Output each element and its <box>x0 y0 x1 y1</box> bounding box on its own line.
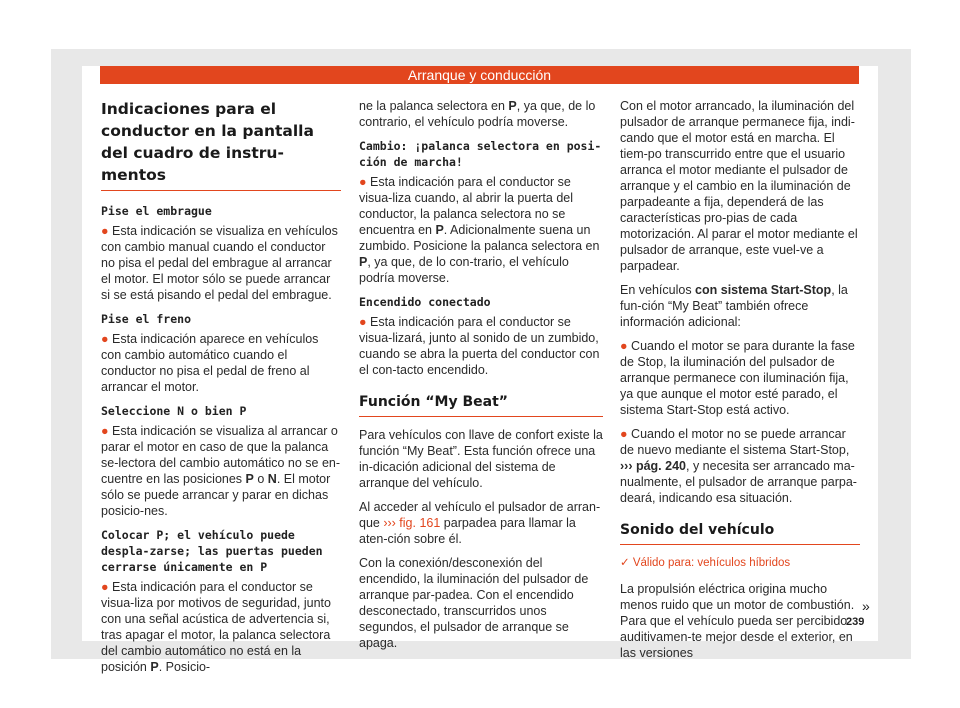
bullet-icon: ● <box>620 427 628 441</box>
section-title: Indicaciones para el conductor en la pantalla del cuadro de instru-mentos <box>101 98 341 191</box>
chapter-header: Arranque y conducción <box>100 66 859 84</box>
bullet-icon: ● <box>359 315 367 329</box>
paragraph: ● Esta indicación se visualiza en vehículos con cambio manual cuando el conductor no pisa el pedal del embrague al arrancar el motor. El motor sólo se puede arrancar si se está pisando el pedal del embrague. <box>101 224 338 302</box>
paragraph: Con la conexión/desconexión del encendido, la iluminación del pulsador de arranque par-padea. Con el encendido desconectado, transcurridos unos segundos, el pulsador de arranque se apaga. <box>359 556 589 650</box>
figure-link[interactable]: ››› fig. 161 <box>383 516 441 530</box>
paragraph: ● Esta indicación para el conductor se visua-liza cuando, al abrir la puerta del conductor, la palanca selectora no se encuentra en P. Adicionalmente suena un zumbido. Posicione la palanca selectora en P, ya que, de lo con-trario, el vehículo podría moverse. <box>359 175 600 285</box>
paragraph: ● Esta indicación aparece en vehículos con cambio automático cuando el conductor no pisa el pedal de freno al arrancar el motor. <box>101 332 319 394</box>
paragraph: En vehículos con sistema Start-Stop, la fun-ción “My Beat” también ofrece información adicional: <box>620 283 848 329</box>
column-3 <box>620 98 860 669</box>
section-title-my-beat: Función “My Beat” <box>359 390 603 417</box>
paragraph: ● Esta indicación para el conductor se visua-lizará, junto al sonido de un zumbido, cuando se abra la puerta del conductor con el con-tacto encendido. <box>359 315 600 377</box>
paragraph: Al acceder al vehículo el pulsador de arran-que ››› fig. 161 parpadea para llamar la aten-ción sobre él. <box>359 500 601 546</box>
message-heading: Pise el freno <box>101 312 192 326</box>
paragraph: Para vehículos con llave de confort existe la función “My Beat”. Esta función ofrece una in-dicación adicional del sistema de arranque del vehículo. <box>359 428 603 490</box>
paragraph: Con el motor arrancado, la iluminación del pulsador de arranque permanece fija, indi-cando que el motor está en marcha. El tiem-po transcurrido entre que el usuario arranca el motor mediante el pulsador de arranque y el cambio en la iluminación de parpadeante a fija, dependerá de las características pro-pias de cada motorización. Al parar el motor mediante el pulsador de arranque, este vuel-ve a parpadear. <box>620 99 858 273</box>
bullet-icon: ● <box>359 175 367 189</box>
section-title-vehicle-sound: Sonido del vehículo <box>620 518 860 545</box>
message-heading: Encendido conectado <box>359 295 491 309</box>
paragraph: ● Esta indicación para el conductor se visua-liza por motivos de seguridad, junto con una señal acústica de advertencia si, tras apagar el motor, la palanca selectora del cambio automático no está en la posición P. Posicio- <box>101 580 331 674</box>
message-heading: Cambio: ¡palanca selectora en posi-ción de marcha! <box>359 139 602 169</box>
page-reference-link[interactable]: ››› pág. 240 <box>620 459 686 473</box>
paragraph: ● Cuando el motor no se puede arrancar de nuevo mediante el sistema Start-Stop, ››› pág. 240, y necesita ser arrancado ma-nualmente, el pulsador de arranque parpa-deará, indicando esa situación. <box>620 427 857 505</box>
page-number: 239 <box>846 616 865 628</box>
message-heading: Seleccione N o bien P <box>101 404 247 418</box>
bullet-icon: ● <box>101 424 109 438</box>
validity-note: ✓ Válido para: vehículos híbridos <box>620 557 791 569</box>
paragraph: La propulsión eléctrica origina mucho menos ruido que un motor de combustión. Para que el vehículo pueda ser percibido auditivamen-te mejor desde el exterior, en las versiones <box>620 582 855 660</box>
message-heading: Colocar P; el vehículo puede despla-zarse; las puertas pueden cerrarse únicamente en P <box>101 528 323 574</box>
paragraph: ● Esta indicación se visualiza al arrancar o parar el motor en caso de que la palanca se-lectora del cambio automático no se en-cuentre en las posiciones P o N. El motor sólo se puede arrancar y parar en dichas posicio-nes. <box>101 424 341 518</box>
message-heading: Pise el embrague <box>101 204 212 218</box>
paragraph: ● Cuando el motor se para durante la fase de Stop, la iluminación del pulsador de arranque permanece con iluminación fija, ya que aunque el motor esté parado, el sistema Start-Stop está activo. <box>620 339 855 417</box>
continue-arrow-icon: » <box>862 598 870 614</box>
bullet-icon: ● <box>101 580 109 594</box>
bullet-icon: ● <box>620 339 628 353</box>
column-2 <box>359 98 603 659</box>
column-1 <box>101 98 341 683</box>
bullet-icon: ● <box>101 332 109 346</box>
paragraph: ne la palanca selectora en P, ya que, de lo contrario, el vehículo podría moverse. <box>359 99 596 129</box>
bullet-icon: ● <box>101 224 109 238</box>
check-icon: ✓ <box>620 557 630 569</box>
